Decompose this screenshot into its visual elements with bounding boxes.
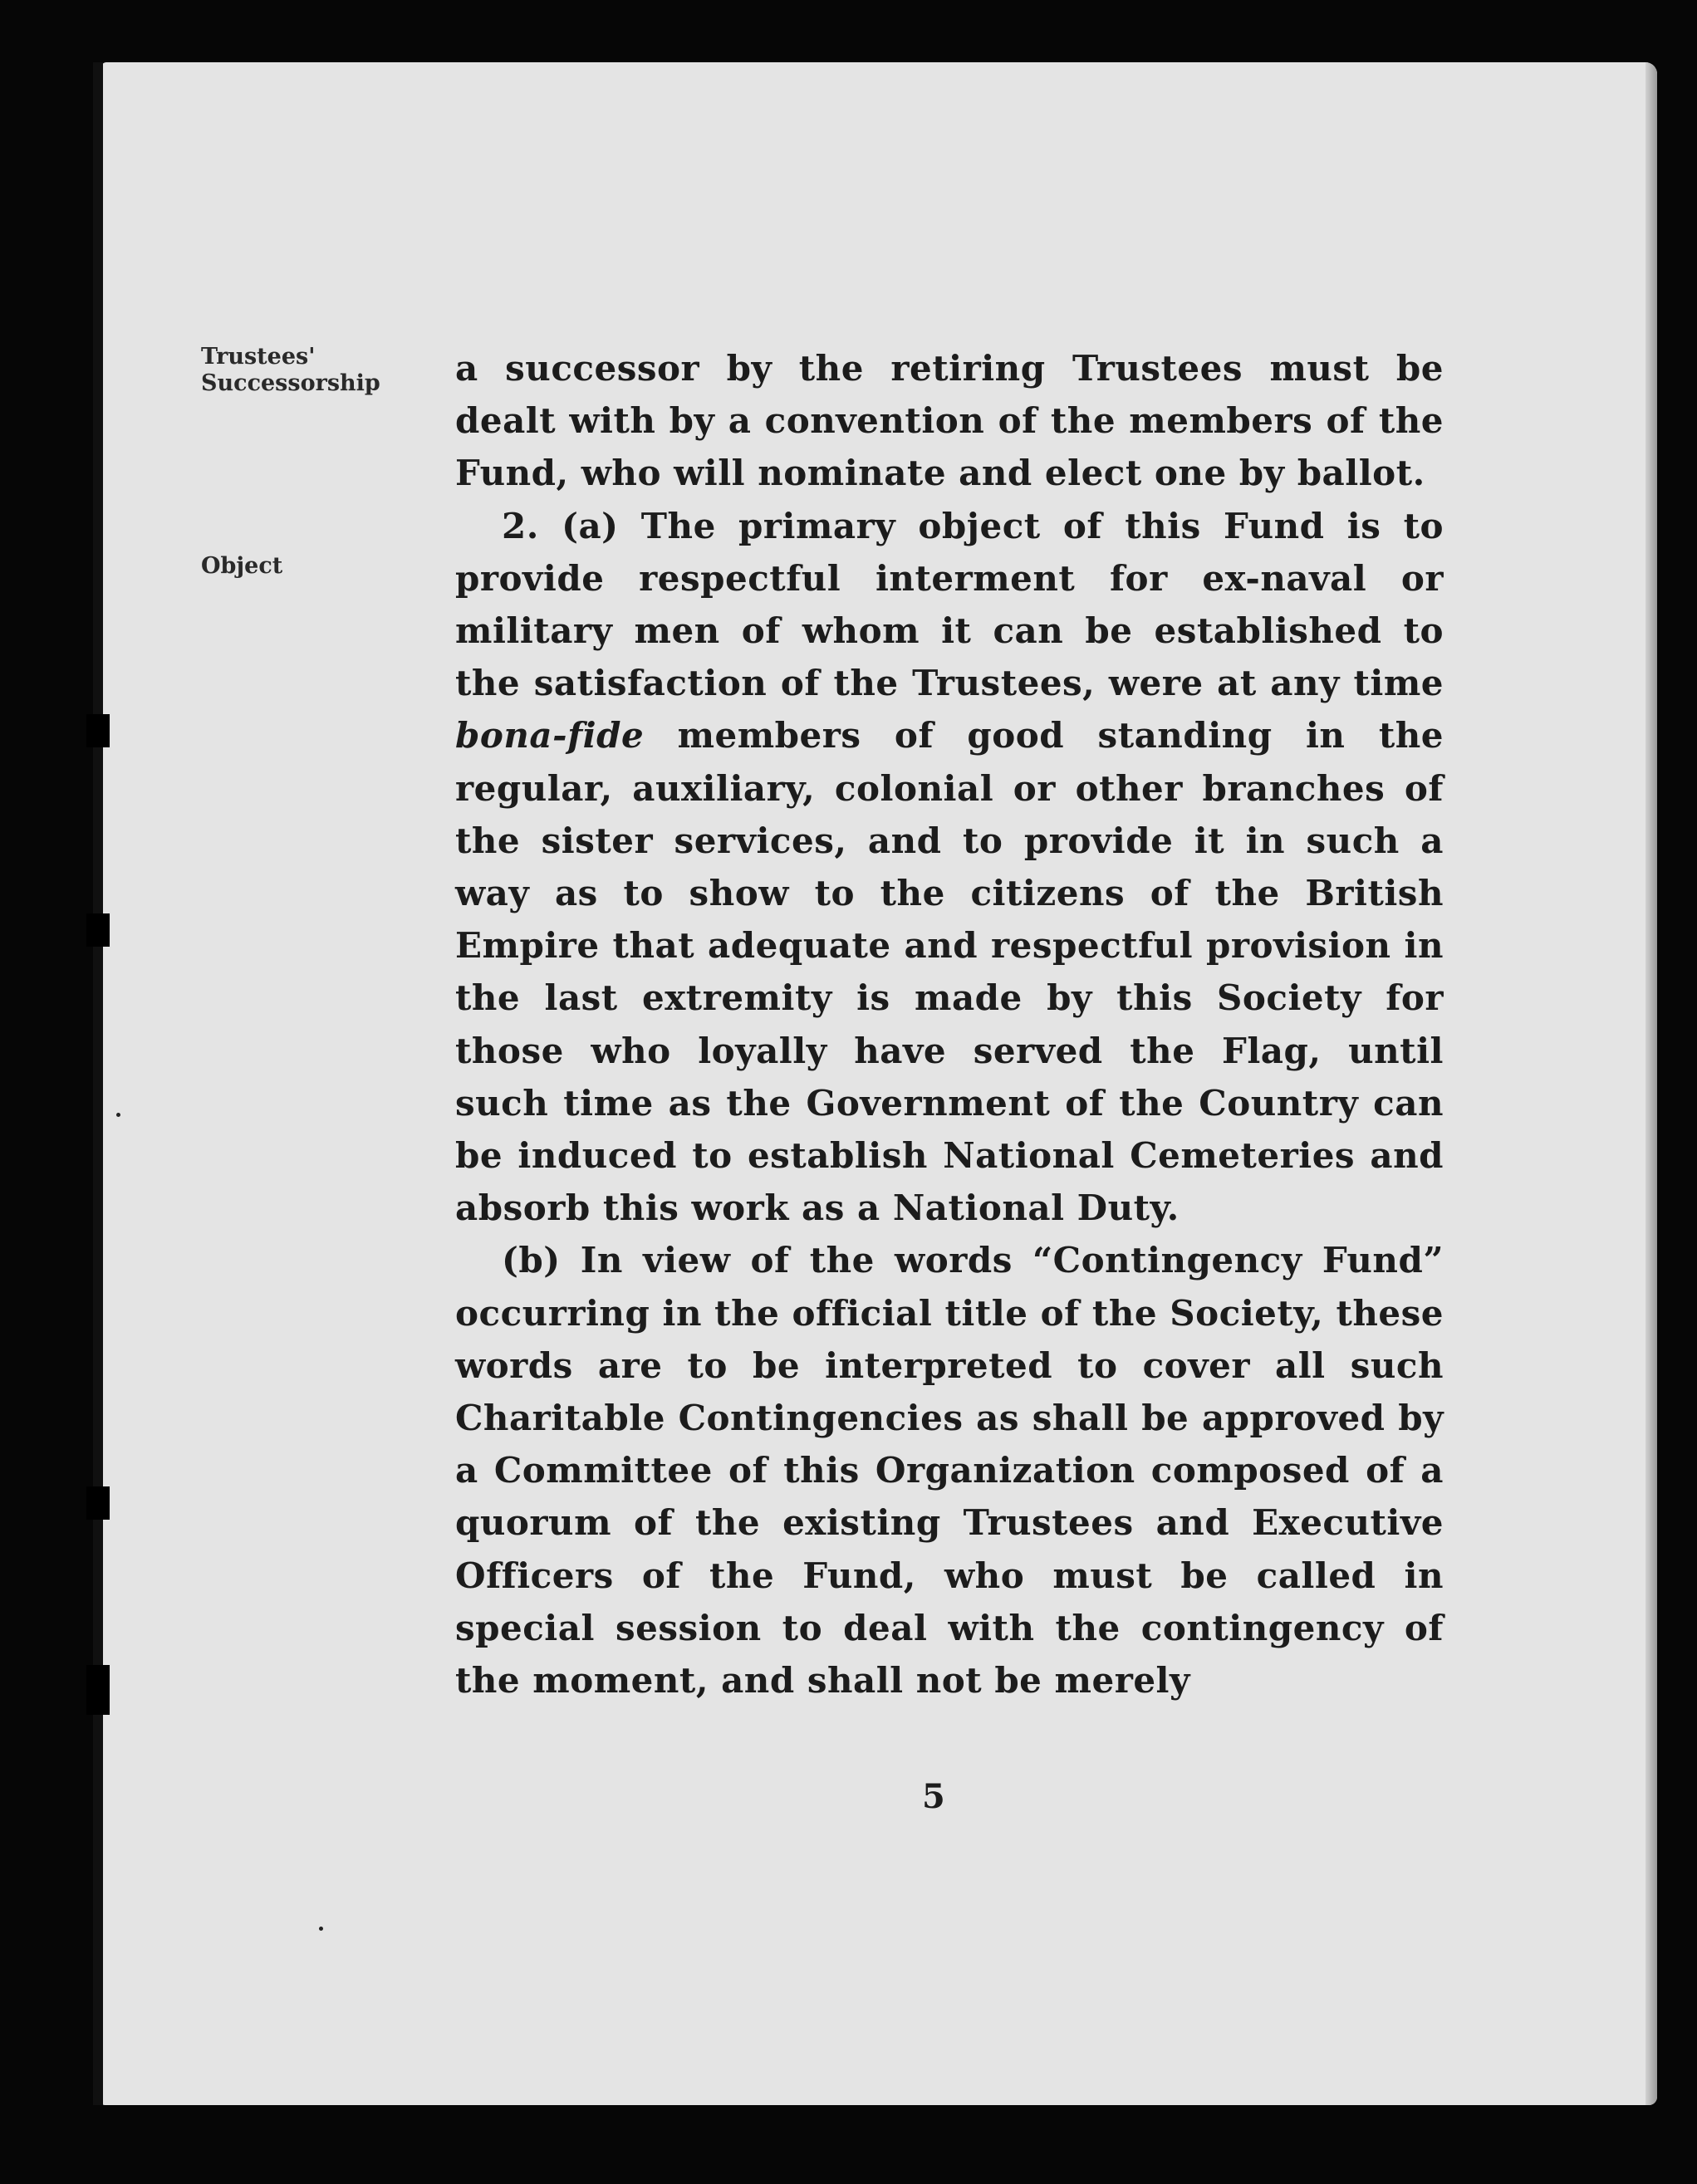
dust-speck xyxy=(116,1113,120,1117)
spine-mark xyxy=(86,1486,110,1520)
spine-mark xyxy=(86,714,110,747)
margin-note-trustees-line2: Successorship xyxy=(201,370,380,396)
spine-mark xyxy=(86,1665,110,1715)
paragraph-2 xyxy=(455,500,1444,1235)
body-text xyxy=(455,342,1444,1707)
margin-note-object: Object xyxy=(201,553,283,579)
paragraph-2-end: members of good standing in the regular, auxiliary, colonial or other branches of the sister services, and to provide it in such a way as to show to the citizens of the British Empire that adequate and respectful provision in the last extremity is made by this Society for those who loyally have served the Flag, until such time as the Government of the Country can be induced to establish National Cemeteries and absorb this work as a National Duty. xyxy=(455,715,1444,1229)
paragraph-2-italic: bona-fide xyxy=(455,715,645,757)
paragraph-3: (b) In view of the words “Contingency Fund” occurring in the official title of the Society, these words are to be interpreted to cover all such Charitable Contingencies as shall be approved by a Committee of this Organization composed of a quorum of the existing Trustees and Executive Officers of the Fund, who must be called in special session to deal with the contingency of the moment, and shall not be merely xyxy=(455,1240,1444,1702)
margin-note-trustees-line1: Trustees' xyxy=(201,344,316,370)
spine-mark xyxy=(86,913,110,947)
page-edge xyxy=(1646,62,1657,2105)
dust-speck xyxy=(319,1927,323,1931)
page-number: 5 xyxy=(922,1777,945,1816)
paragraph-2-start: 2. (a) The primary object of this Fund is to provide respectful interment for ex-naval or military men of whom it can be established to the satisfaction of the Trustees, were at any time xyxy=(455,505,1444,704)
margin-note-trustees xyxy=(201,344,380,397)
book-spine xyxy=(93,62,103,2105)
paragraph-1: a successor by the retiring Trustees must be dealt with by a convention of the members of the Fund, who will nominate and elect one by ballot. xyxy=(455,348,1444,494)
